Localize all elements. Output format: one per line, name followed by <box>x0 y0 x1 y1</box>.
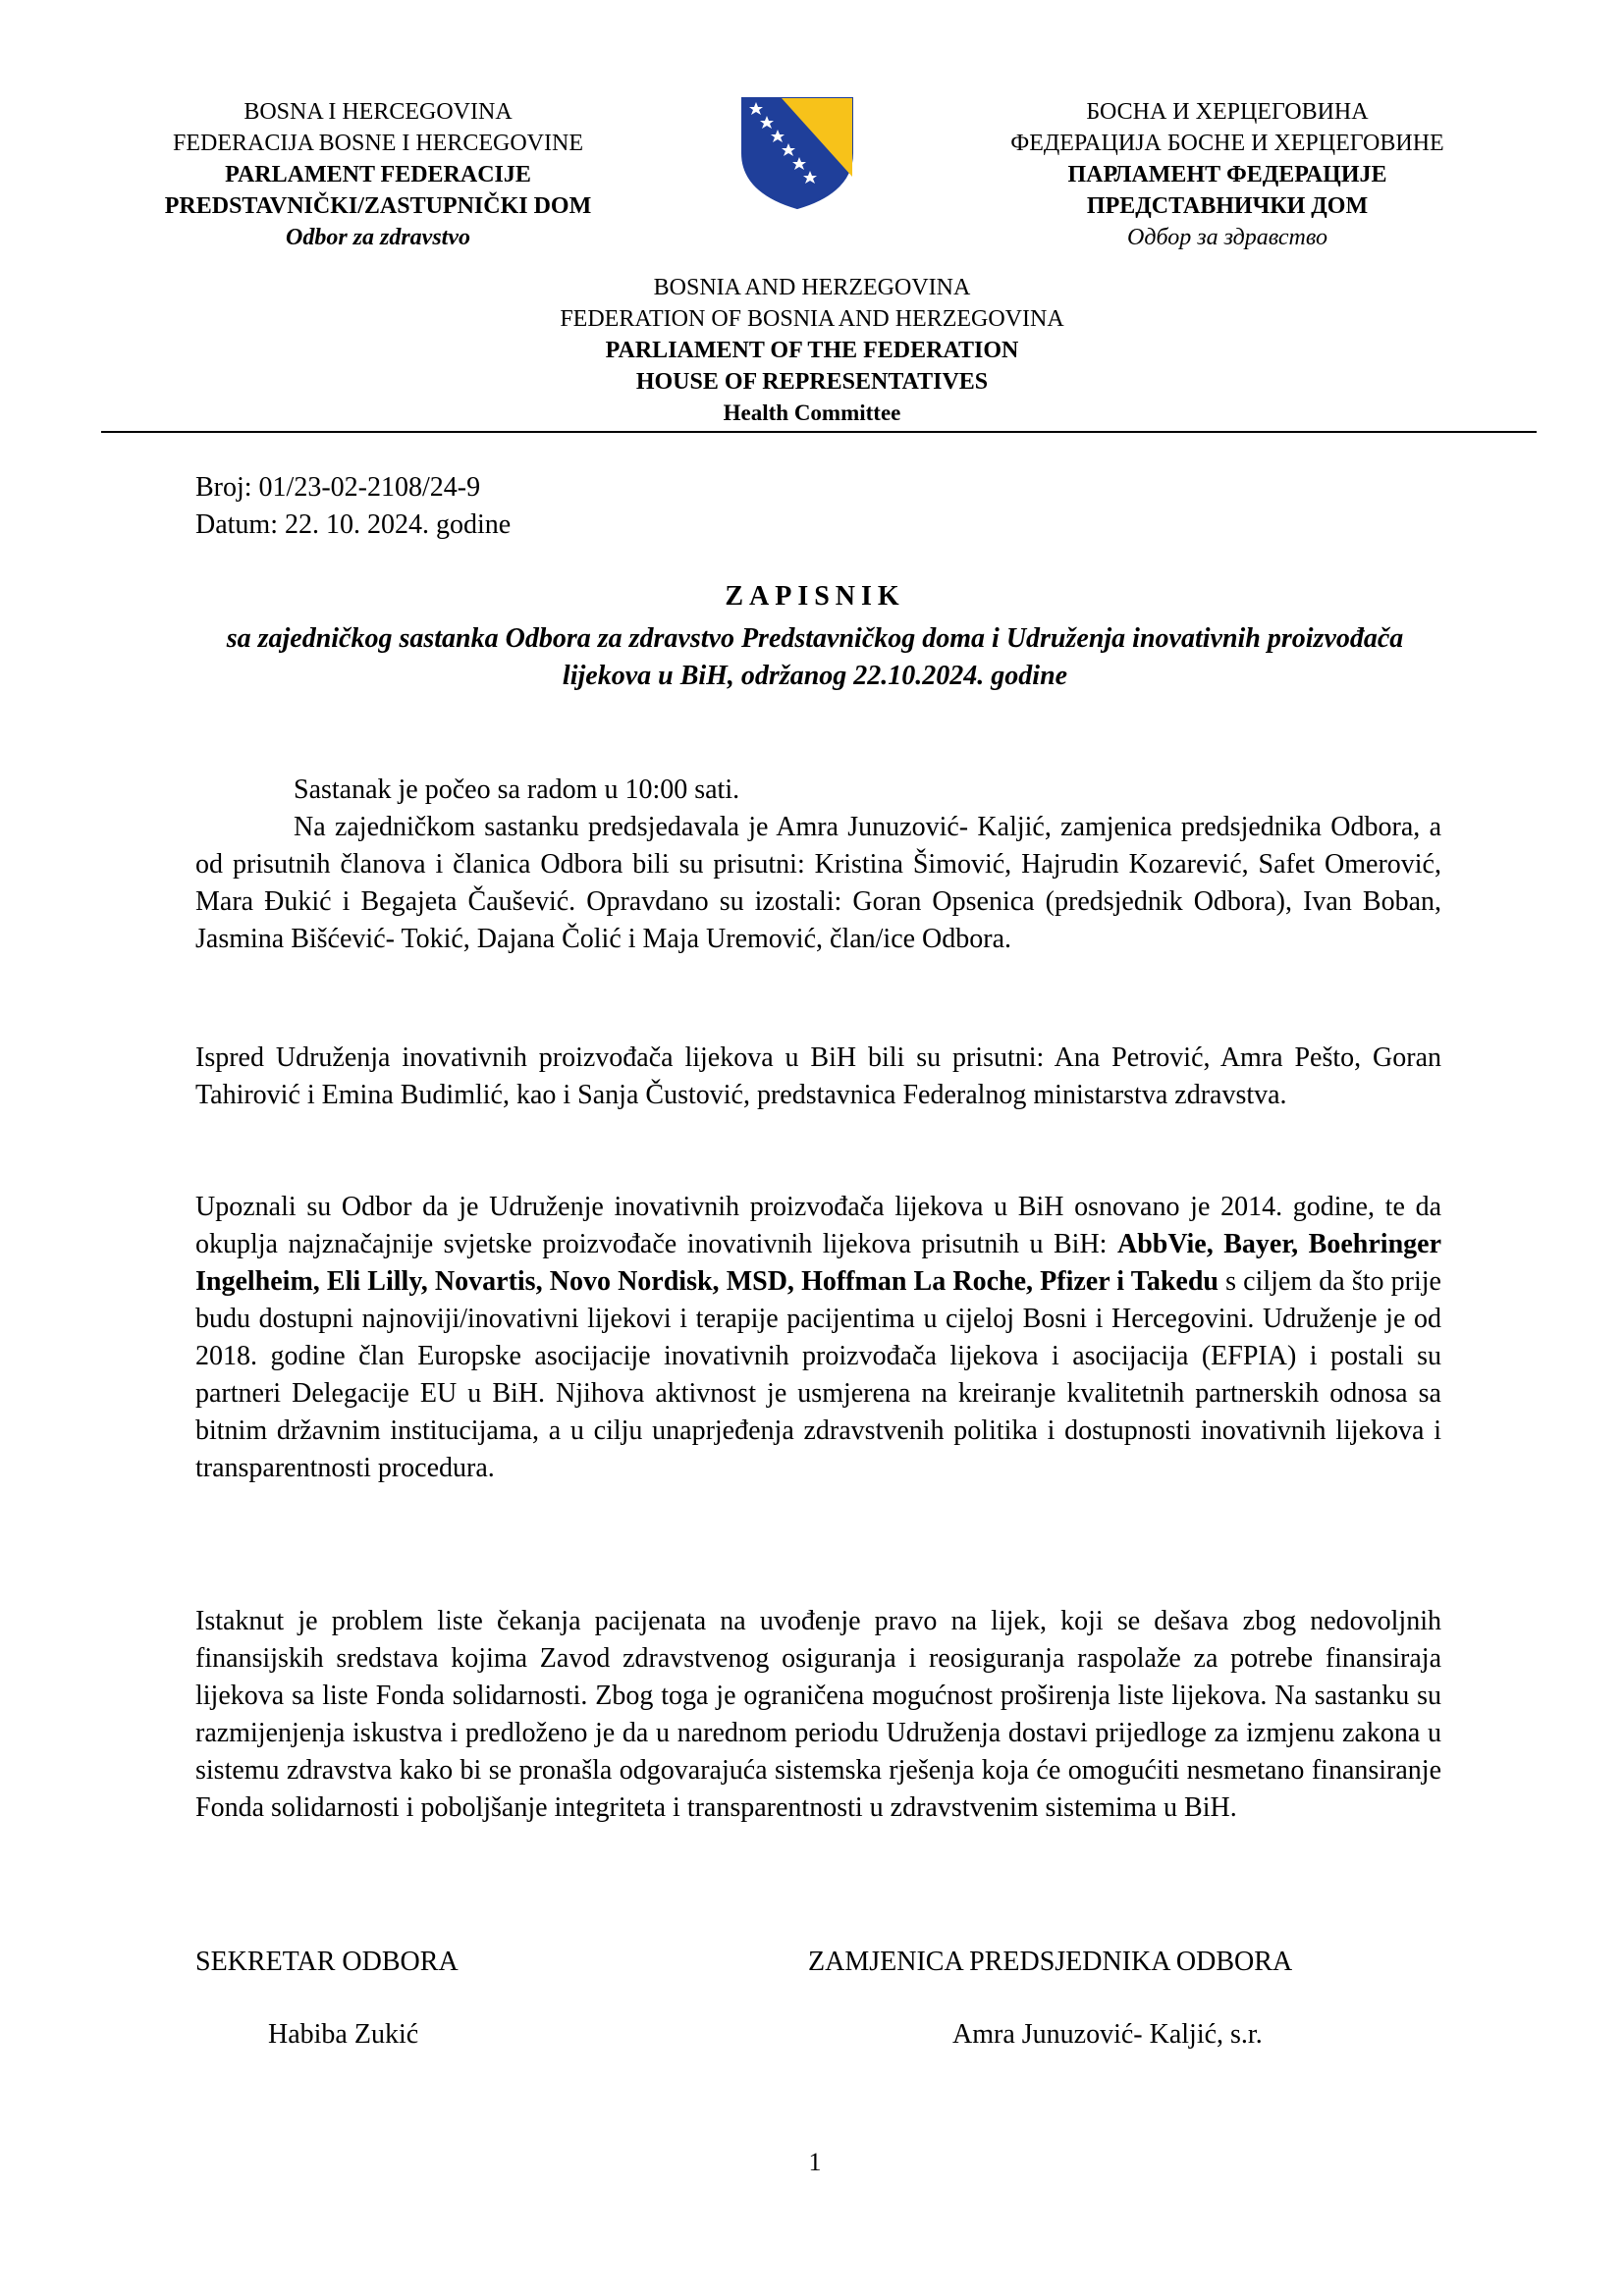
header-right-block <box>962 96 1492 253</box>
paragraph-association-info-rest: s ciljem da što prije budu dostupni najnoviji/inovativni lijekovi i terapije pacijentima u cijeloj Bosni i Hercegovini. Udruženje je od 2018. godine član Europske asocijacije inovativnih proizvođača lijekova i asocijacija (EFPIA) i postali su partneri Delegacije EU u BiH. Njihova aktivnost je usmjerena na kreiranje kvalitetnih partnerskih odnosa sa bitnim državnim institucijama, a u cilju unaprjeđenja zdravstvenih politika i dostupnosti inovativnih lijekova i transparentnosti procedura. <box>195 1266 1441 1483</box>
header-left-federation: FEDERACIJA BOSNE I HERCEGOVINE <box>172 131 583 156</box>
company-list: AbbVie, Bayer, Boehringer Ingelheim, Eli Lilly, Novartis, Novo Nordisk, MSD, Hoffman La Roche, Pfizer i Takedu <box>195 1229 1441 1297</box>
coat-of-arms-icon <box>738 94 856 210</box>
signature-secretary-name: Habiba Zukić <box>268 2019 419 2050</box>
page-number: 1 <box>808 2148 822 2176</box>
paragraph-association-info-lead: Upoznali su Odbor da je Udruženje inovativnih proizvođača lijekova u BiH osnovano je 2014. godine, te da okuplja najznačajnije svjetske proizvođače inovativnih lijekova prisutnih u BiH: <box>195 1192 1441 1259</box>
header-center-block <box>419 272 1205 429</box>
document-date: Datum: 22. 10. 2024. godine <box>195 509 512 540</box>
header-right-house: ПРЕДСТАВНИЧКИ ДОМ <box>1086 193 1369 219</box>
signature-deputy-chair-title: ZAMJENICA PREDSJEDNIKA ODBORA <box>808 1947 1293 1977</box>
header-left-block <box>108 96 648 253</box>
document-subtitle: sa zajedničkog sastanka Odbora za zdravstvo Predstavničkog doma i Udruženja inovativnih proizvođača lijekova u BiH, održanog 22.10.2024. godine <box>226 623 1404 691</box>
header-right-federation: ФЕДЕРАЦИЈА БОСНЕ И ХЕРЦЕГОВИНЕ <box>1010 131 1444 156</box>
header-right-committee: Одбор за здравство <box>1127 225 1327 250</box>
document-title: ZAPISNIK <box>725 581 905 612</box>
header-right-country: БОСНА И ХЕРЦЕГОВИНА <box>1086 99 1369 125</box>
header-left-committee: Odbor za zdravstvo <box>285 225 470 250</box>
signature-secretary-title: SEKRETAR ODBORA <box>195 1947 459 1977</box>
header-left-house: PREDSTAVNIČKI/ZASTUPNIČKI DOM <box>164 193 592 219</box>
header-right-parliament: ПАРЛАМЕНТ ФЕДЕРАЦИЈЕ <box>1067 162 1387 187</box>
document-meta <box>195 469 511 544</box>
paragraph-waiting-list: Istaknut je problem liste čekanja pacijenata na uvođenje pravo na lijek, koji se dešava zbog nedovoljnih finansijskih sredstava kojima Zavod zdravstvenog osiguranja i reosiguranja raspolaže za potrebe finansiraja lijekova sa liste Fonda solidarnosti. Zbog toga je ograničena mogućnost proširenja liste lijekova. Na sastanku su razmijenjenja iskustva i predloženo je da u narednom periodu Udruženja dostavi prijedloge za izmjenu zakona u sistemu zdravstva kako bi se pronašla odgovarajuća sistemska rješenja koja će omogućiti nesmetano finansiranje Fonda solidarnosti i poboljšanje integriteta i transparentnosti u zdravstvenim sistemima u BiH. <box>195 1606 1441 1823</box>
paragraph-association-info <box>195 1189 1441 1487</box>
header-left-parliament: PARLAMENT FEDERACIJE <box>225 162 531 187</box>
header-center-federation: FEDERATION OF BOSNIA AND HERZEGOVINA <box>560 306 1064 332</box>
opening-sentence: Sastanak je počeo sa radom u 10:00 sati. <box>294 774 740 805</box>
header-center-country: BOSNIA AND HERZEGOVINA <box>653 275 971 300</box>
header-center-house: HOUSE OF REPRESENTATIVES <box>635 369 989 395</box>
reference-number: Broj: 01/23-02-2108/24-9 <box>195 472 481 503</box>
header-center-committee: Health Committee <box>723 400 901 425</box>
signature-deputy-chair-name: Amra Junuzović- Kaljić, s.r. <box>952 2019 1263 2050</box>
header-left-country: BOSNA I HERCEGOVINA <box>244 99 513 125</box>
header-center-parliament: PARLIAMENT OF THE FEDERATION <box>605 338 1019 363</box>
paragraph-attendance <box>195 809 1441 958</box>
header-divider <box>101 431 1537 433</box>
paragraph-attendance-text: Na zajedničkom sastanku predsjedavala je Amra Junuzović- Kaljić, zamjenica predsjednika Odbora, a od prisutnih članova i članica Odbora bili su prisutni: Kristina Šimović, Hajrudin Kozarević, Safet Omerović, Mara Đukić i Begajeta Čaušević. Opravdano su izostali: Goran Opsenica (predsjednik Odbora), Ivan Boban, Jasmina Bišćević- Tokić, Dajana Čolić i Maja Uremović, član/ice Odbora. <box>195 812 1441 954</box>
paragraph-association-attendees: Ispred Udruženja inovativnih proizvođača lijekova u BiH bili su prisutni: Ana Petrović, Amra Pešto, Goran Tahirović i Emina Budimlić, kao i Sanja Čustović, predstavnica Federalnog ministarstva zdravstva. <box>195 1042 1441 1110</box>
